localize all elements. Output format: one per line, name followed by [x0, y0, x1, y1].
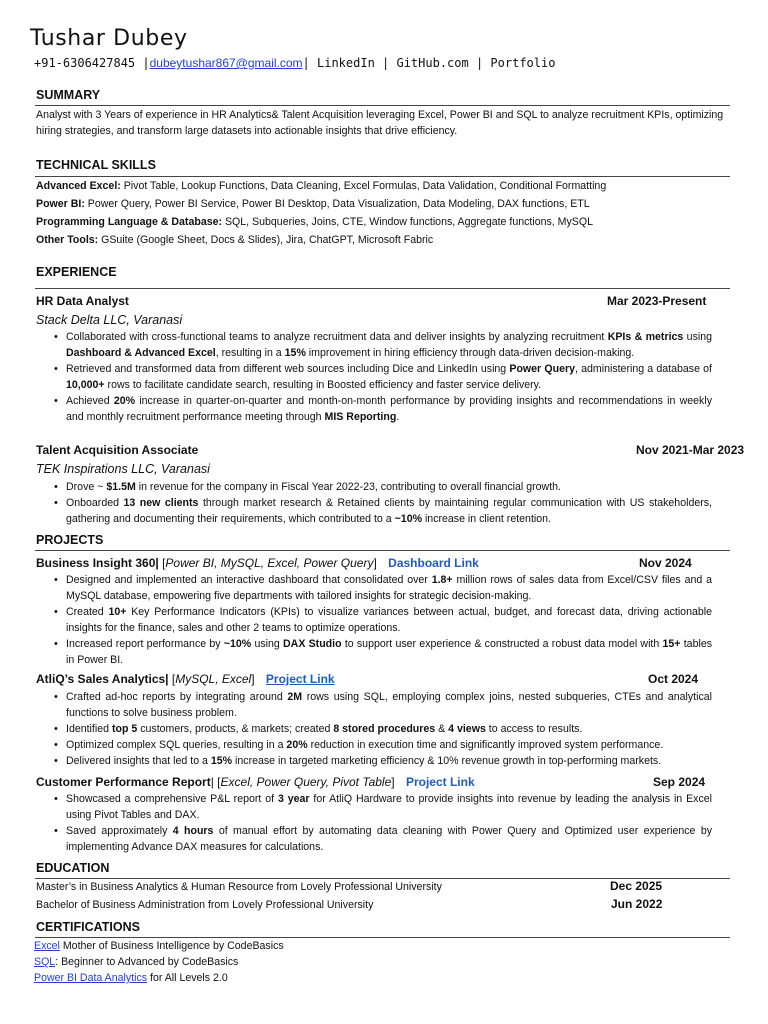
project-date: Nov 2024 [639, 556, 692, 570]
bullet-item [52, 689, 712, 721]
bullet-text: of manual effort by automating data cleaning with Power Query and Optimized user experience by implementing Advance DAX measures for calculations. [66, 825, 713, 853]
bullet-highlight: 15% [210, 755, 233, 767]
certifications-heading: CERTIFICATIONS [36, 920, 140, 934]
project-bullets [52, 791, 712, 855]
project-name: Business Insight 360| [36, 556, 159, 570]
bullet-item [52, 823, 712, 855]
project-tools: Excel, Power Query, Pivot Table [220, 775, 392, 789]
bullet-text: . [396, 411, 400, 423]
job-company: Stack Delta LLC, Varanasi [36, 313, 183, 327]
project-date: Oct 2024 [648, 672, 699, 686]
project-title-line: Customer Performance Report| [Excel, Power Query, Pivot Table] Project Link [36, 775, 475, 789]
bullet-item [52, 636, 712, 668]
bullet-highlight: 10+ [108, 606, 127, 618]
skills-heading: TECHNICAL SKILLS [36, 158, 156, 172]
skill-value: Pivot Table, Lookup Functions, Data Cleaning, Excel Formulas, Data Validation, Conditional Formatting [120, 180, 607, 192]
bullet-text: Designed and implemented an interactive dashboard that consolidated over [66, 574, 432, 586]
project-bullets [52, 572, 712, 668]
experience-divider [35, 288, 730, 289]
job-bullets [52, 479, 712, 527]
project-name: AtliQ’s Sales Analytics| [36, 672, 169, 686]
skill-row-other [36, 232, 433, 248]
bullet-highlight: 20% [286, 739, 308, 751]
bullet-text: improvement in hiring efficiency through data-driven decision-making. [305, 347, 635, 359]
bullet-text: rows to facilitate candidate search, resulting in Boosted efficiency and faster service delivery. [104, 379, 542, 391]
certification-link[interactable]: SQL [34, 956, 56, 968]
bullet-highlight: 10,000+ [66, 379, 105, 391]
bullet-highlight: 1.8+ [431, 574, 453, 586]
bullet-text: , resulting in a [215, 347, 285, 359]
bullet-highlight: ~10% [223, 638, 252, 650]
project-name: Customer Performance Report [36, 775, 211, 789]
linkedin-link[interactable]: LinkedIn [317, 56, 375, 70]
bullet-highlight: top 5 [111, 723, 138, 735]
bullet-text: increase in quarter-on-quarter and month-on-month performance by providing insights and recommendations in weekly and monthly recruitment performance meeting through [66, 395, 713, 423]
bullet-highlight: 8 stored procedures [333, 723, 436, 735]
bullet-text: for AtliQ Hardware to provide insights into revenue by leading the analysis in Excel using Pivot Tables and DAX. [66, 793, 712, 821]
summary-divider [35, 105, 730, 106]
bullet-highlight: 3 year [277, 793, 310, 805]
skill-label: Programming Language & Database: [36, 216, 223, 228]
job-company: TEK Inspirations LLC, Varanasi [36, 462, 210, 476]
project-date: Sep 2024 [653, 775, 706, 789]
bullet-item [52, 721, 712, 737]
skill-label: Power BI: [36, 198, 85, 210]
candidate-name: Tushar Dubey [30, 26, 188, 51]
experience-heading: EXPERIENCE [36, 265, 117, 279]
bullet-highlight: ~10% [394, 513, 422, 525]
bullet-text: using [683, 331, 712, 343]
bullet-item [52, 753, 712, 769]
bullet-text: rows using SQL, employing complex joins, nested subqueries, CTEs and analytical functions to solve business problem. [66, 691, 713, 719]
certification-text: for All Levels 2.0 [147, 972, 228, 984]
contact-line: +91-6306427845 |dubeytushar867@gmail.com| LinkedIn | GitHub.com | Portfolio [34, 56, 556, 70]
bullet-highlight: 15+ [662, 638, 681, 650]
projects-divider [35, 550, 730, 551]
certification-link[interactable]: Power BI Data Analytics [34, 972, 148, 984]
bullet-highlight: Power Query [509, 363, 575, 375]
bullet-text: increase in targeted marketing efficiency & 10% revenue growth in top-performing markets. [232, 755, 662, 767]
bullet-highlight: KPIs & metrics [607, 331, 684, 343]
certification-item [34, 970, 228, 986]
bullet-text: Collaborated with cross-functional teams to analyze recruitment data and deliver insights by analyzing recruitment [66, 331, 608, 343]
bullet-item [52, 479, 712, 495]
bullet-text: Achieved [66, 395, 114, 407]
project-bullets [52, 689, 712, 769]
bullet-text: Delivered insights that led to a [66, 755, 211, 767]
project-title-line: AtliQ’s Sales Analytics| [MySQL, Excel] Project Link [36, 672, 335, 686]
email-link[interactable]: dubeytushar867@gmail.com [149, 56, 303, 70]
github-link[interactable]: GitHub.com [396, 56, 469, 70]
bullet-item [52, 604, 712, 636]
skill-row-excel [36, 178, 606, 194]
bullet-highlight: 15% [284, 347, 306, 359]
bullet-text: to support user experience & constructed a robust data model with [341, 638, 663, 650]
certification-text: : Beginner to Advanced by CodeBasics [55, 956, 239, 968]
skill-value: GSuite (Google Sheet, Docs & Slides), Jira, ChatGPT, Microsoft Fabric [98, 234, 434, 246]
skill-label: Advanced Excel: [36, 180, 121, 192]
bullet-item [52, 791, 712, 823]
job-title: Talent Acquisition Associate [36, 443, 199, 457]
skill-row-powerbi [36, 196, 590, 212]
bullet-item [52, 361, 712, 393]
projects-heading: PROJECTS [36, 533, 104, 547]
skill-value: SQL, Subqueries, Joins, CTE, Window functions, Aggregate functions, MySQL [222, 216, 593, 228]
bullet-highlight: MIS Reporting [324, 411, 397, 423]
job-bullets [52, 329, 712, 425]
job-date: Mar 2023-Present [607, 294, 707, 308]
education-date: Jun 2022 [611, 897, 663, 911]
phone-number: +91-6306427845 [34, 56, 136, 70]
bullet-item [52, 737, 712, 753]
bullet-text: to access to results. [485, 723, 583, 735]
bullet-text: million rows of sales data from Excel/CSV files and a MySQL database, empowering five departments with tailored insights for strategic decision-making. [66, 574, 712, 602]
bullet-highlight: 4 views [448, 723, 486, 735]
education-degree: Bachelor of Business Administration from Lovely Professional University [36, 899, 374, 911]
bullet-text: Identified [66, 723, 112, 735]
bullet-text: reduction in execution time and significantly improved system performance. [307, 739, 664, 751]
education-heading: EDUCATION [36, 861, 110, 875]
bullet-text: Crafted ad-hoc reports by integrating around [66, 691, 288, 703]
bullet-text: Optimized complex SQL queries, resulting in a [66, 739, 287, 751]
bullet-text: Showcased a comprehensive P&L report of [66, 793, 278, 805]
skill-value: Power Query, Power BI Service, Power BI Desktop, Data Visualization, Data Modeling, DAX functions, ETL [84, 198, 590, 210]
bullet-highlight: $1.5M [106, 481, 136, 493]
bullet-text: Saved approximately [66, 825, 173, 837]
job-date: Nov 2021-Mar 2023 [636, 443, 745, 457]
summary-text: Analyst with 3 Years of experience in HR Analytics& Talent Acquisition leveraging Excel, Power BI and SQL to analyze recruitment KPIs, optimizing hiring strategies, and transform large datasets into actionable insights that drive efficiency. [36, 109, 724, 137]
project-link[interactable]: Project Link [265, 672, 335, 686]
project-tools: Power BI, MySQL, Excel, Power Query [165, 556, 374, 570]
certification-item [34, 938, 284, 954]
summary-heading: SUMMARY [36, 88, 101, 102]
project-tools: MySQL, Excel [175, 672, 252, 686]
project-title-line: Business Insight 360| [Power BI, MySQL, Excel, Power Query] Dashboard Link [36, 556, 479, 570]
bullet-text: in revenue for the company in Fiscal Year 2022-23, contributing to overall financial growth. [135, 481, 561, 493]
bullet-highlight: 2M [287, 691, 303, 703]
bullet-text: Drove ~ [66, 481, 107, 493]
bullet-text: tables in Power BI. [66, 638, 713, 666]
bullet-item [52, 495, 712, 527]
skill-label: Other Tools: [36, 234, 99, 246]
certification-text: Mother of Business Intelligence by CodeBasics [59, 940, 284, 952]
certification-link[interactable]: Excel [34, 940, 60, 952]
bullet-item [52, 393, 712, 425]
job-title: HR Data Analyst [36, 294, 129, 308]
bullet-text: & [435, 723, 449, 735]
portfolio-link[interactable]: Portfolio [490, 56, 556, 70]
bullet-item [52, 329, 712, 361]
skill-row-programming [36, 214, 593, 230]
education-degree: Master’s in Business Analytics & Human Resource from Lovely Professional University [36, 881, 442, 893]
bullet-text: Retrieved and transformed data from different web sources including Dice and LinkedIn using [66, 363, 510, 375]
bullet-text: , administering a database of [574, 363, 712, 375]
bullet-text: Created [66, 606, 109, 618]
project-link[interactable]: Dashboard Link [388, 556, 479, 570]
bullet-highlight: 20% [113, 395, 136, 407]
bullet-highlight: 4 hours [172, 825, 214, 837]
bullet-item [52, 572, 712, 604]
bullet-text: using [251, 638, 284, 650]
education-date: Dec 2025 [610, 879, 663, 893]
bullet-text: through market research & Retained clients by maintaining regular communication with US stakeholders, gathering and documenting their requirements, which contributed to a [66, 497, 712, 525]
bullet-highlight: 13 new clients [123, 497, 199, 509]
bullet-text: Onboarded [66, 497, 124, 509]
bullet-highlight: Dashboard & Advanced Excel [66, 347, 216, 359]
certification-item [34, 954, 238, 970]
skills-divider [35, 176, 730, 177]
bullet-text: increase in client retention. [422, 513, 551, 525]
project-link[interactable]: Project Link [405, 775, 475, 789]
bullet-text: customers, products, & markets; created [137, 723, 334, 735]
bullet-highlight: DAX Studio [283, 638, 342, 650]
bullet-text: Increased report performance by [66, 638, 224, 650]
bullet-text: Key Performance Indicators (KPIs) to visualize variances between actual, budget, and forecast data, driving actionable insights for the finance, sales and other 2 teams to optimize operations. [66, 606, 712, 634]
